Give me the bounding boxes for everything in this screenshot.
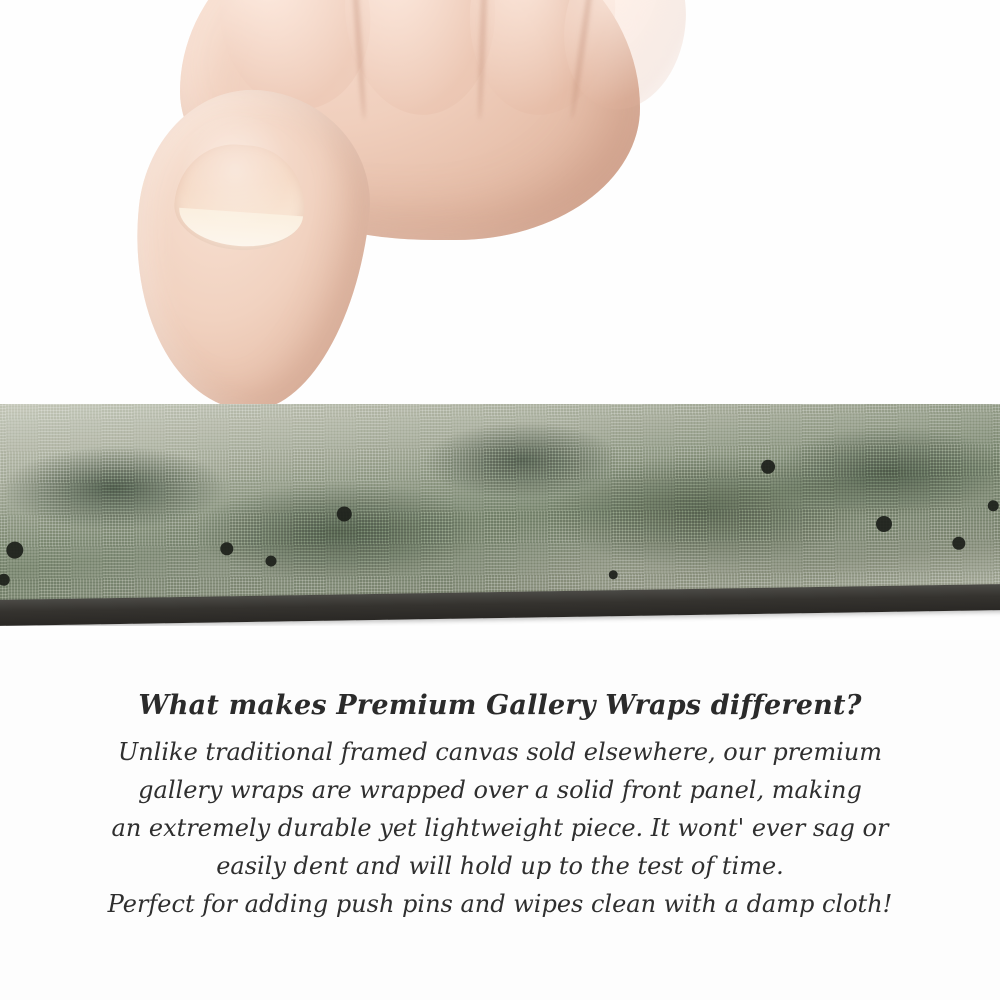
paint-speck — [6, 541, 23, 558]
paint-speck — [952, 537, 965, 550]
caption-line: an extremely durable yet lightweight piece. It wont' ever sag or — [111, 814, 889, 842]
paint-speck — [0, 574, 10, 586]
paint-speck — [876, 516, 892, 532]
caption-line: gallery wraps are wrapped over a solid front panel, making — [138, 776, 862, 804]
caption-line: Unlike traditional framed canvas sold elsewhere, our premium — [117, 738, 882, 766]
highlight — [180, 110, 290, 230]
caption-block — [0, 690, 1000, 923]
paint-speck — [988, 500, 999, 511]
caption-headline: What makes Premium Gallery Wraps different? — [138, 690, 862, 721]
paint-speck — [337, 506, 352, 521]
paint-speck — [265, 556, 276, 567]
paint-speck — [761, 460, 775, 474]
caption-line: easily dent and will hold up to the test of time. — [216, 852, 784, 880]
paint-speck — [220, 542, 233, 555]
caption-line: Perfect for adding push pins and wipes clean with a damp cloth! — [107, 890, 893, 918]
paint-speck — [609, 570, 618, 579]
canvas-edge-strip — [0, 404, 1000, 626]
hand-illustration — [120, 0, 640, 430]
